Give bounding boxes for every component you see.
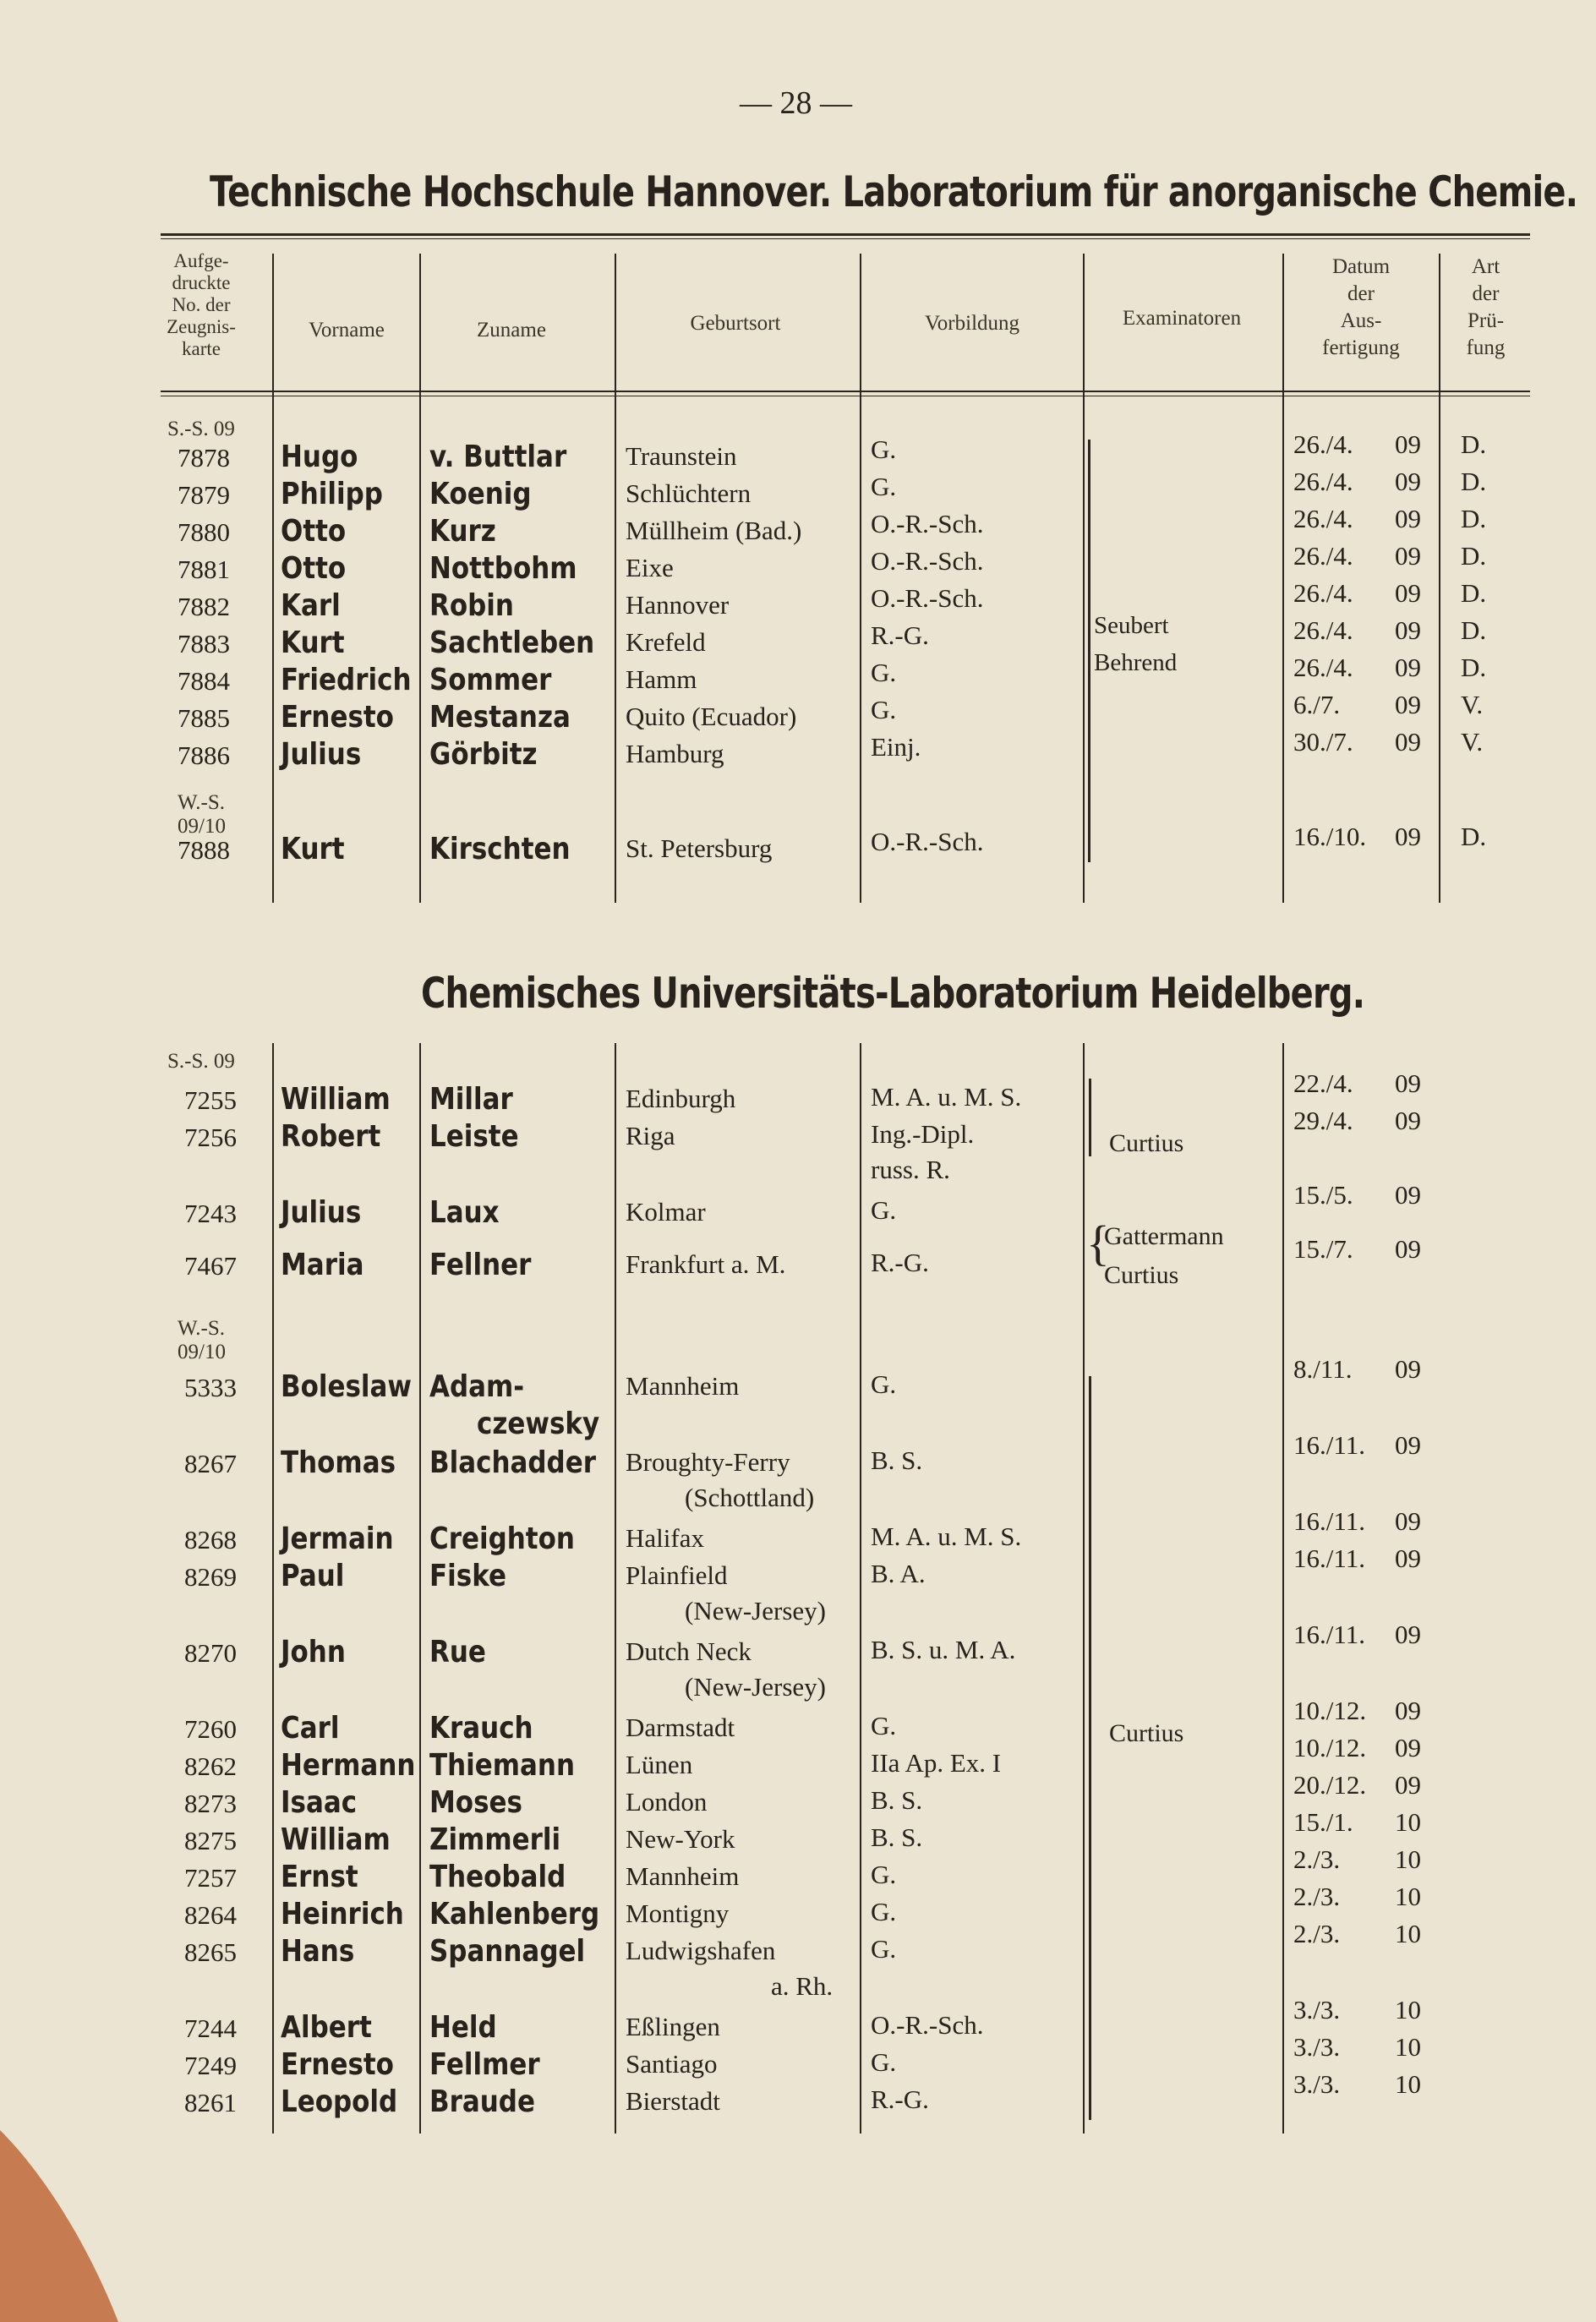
jahr-cell: 09 (1395, 1180, 1421, 1210)
jahr-cell: 09 (1395, 1733, 1421, 1762)
page-number: — 28 — (740, 85, 852, 121)
header-karte: Aufge- druckte No. der Zeugnis- karte (167, 250, 236, 359)
art-cell: D. (1461, 822, 1487, 851)
examiner-name: Curtius (1109, 1719, 1184, 1747)
col-line (860, 254, 861, 903)
zuname-cell: Koenig (429, 477, 532, 511)
zuname-cell: Kirschten (429, 832, 571, 866)
jahr-cell: 09 (1395, 1506, 1421, 1536)
jahr-cell: 10 (1395, 1807, 1421, 1837)
geburtsort-cell-cont: a. Rh. (771, 1971, 834, 2001)
datum-cell: 26./4. (1293, 467, 1353, 496)
col-line (419, 1043, 421, 2134)
karte-number: 7883 (178, 629, 230, 658)
geburtsort-cell: Bierstadt (626, 2086, 720, 2116)
zuname-cell: Nottbohm (429, 551, 577, 586)
art-cell: V. (1461, 727, 1484, 757)
header-examinatoren: Examinatoren (1122, 307, 1242, 330)
geburtsort-cell-cont: (New-Jersey) (685, 1672, 826, 1702)
zuname-cell: Krauch (429, 1711, 533, 1746)
datum-cell: 15./1. (1293, 1807, 1353, 1837)
geburtsort-cell: Eßlingen (626, 2012, 720, 2041)
zuname-cell-cont: czewsky (477, 1407, 600, 1441)
zuname-cell: Blachadder (429, 1445, 596, 1480)
datum-cell: 20./12. (1293, 1770, 1367, 1800)
vorbildung-cell: O.-R.-Sch. (871, 583, 984, 613)
art-cell: D. (1461, 653, 1487, 682)
vorbildung-cell: B. S. (871, 1445, 923, 1475)
col-line (1083, 1043, 1085, 2134)
datum-cell: 2./3. (1293, 1882, 1341, 1911)
jahr-cell: 09 (1395, 1068, 1421, 1098)
datum-cell: 29./4. (1293, 1106, 1353, 1135)
datum-cell: 15./5. (1293, 1180, 1353, 1210)
datum-cell: 16./11. (1293, 1506, 1365, 1536)
col-line (272, 254, 274, 903)
vorname-cell: Heinrich (281, 1897, 404, 1931)
vorbildung-cell: M. A. u. M. S. (871, 1082, 1022, 1112)
col-line (615, 254, 616, 903)
jahr-cell: 09 (1395, 1620, 1421, 1649)
semester-label: S.-S. 09 (167, 1050, 235, 1073)
jahr-cell: 10 (1395, 1844, 1421, 1874)
karte-number: 8264 (184, 1900, 237, 1930)
zuname-cell: Theobald (429, 1860, 566, 1894)
geburtsort-cell-cont: (Schottland) (685, 1483, 815, 1512)
jahr-cell: 10 (1395, 1882, 1421, 1911)
jahr-cell: 10 (1395, 2032, 1421, 2062)
geburtsort-cell: Krefeld (626, 627, 706, 657)
section-title-heidelberg: Chemisches Universitäts-Laboratorium Heidelberg. (421, 969, 1365, 1018)
karte-number: 8273 (184, 1789, 237, 1818)
geburtsort-cell: Lünen (626, 1750, 693, 1779)
datum-cell: 3./3. (1293, 1995, 1341, 2024)
jahr-cell: 09 (1395, 504, 1421, 533)
col-line (615, 1043, 616, 2134)
vorbildung-cell: R.-G. (871, 1248, 929, 1277)
karte-number: 7879 (178, 480, 230, 510)
geburtsort-cell: Eixe (626, 553, 674, 582)
bracket (1089, 1079, 1091, 1156)
bracket (1089, 1376, 1091, 2120)
thumb-shadow (0, 2130, 118, 2322)
karte-number: 7467 (184, 1251, 237, 1281)
karte-number: 5333 (184, 1373, 237, 1402)
col-line (1083, 254, 1085, 903)
vorname-cell: Hermann (281, 1748, 416, 1783)
vorname-cell: Thomas (281, 1445, 396, 1480)
jahr-cell: 09 (1395, 1770, 1421, 1800)
vorbildung-cell: Einj. (871, 732, 921, 762)
vorbildung-cell: B. S. (871, 1785, 923, 1815)
vorname-cell: Robert (281, 1119, 381, 1154)
section-title-hannover: Technische Hochschule Hannover. Laboratorium für anorganische Chemie. (210, 167, 1578, 216)
vorname-cell: Hans (281, 1934, 355, 1969)
vorname-cell: Karl (281, 588, 341, 623)
art-cell: D. (1461, 578, 1487, 608)
examiner-name: Behrend (1094, 649, 1178, 676)
vorbildung-cell: G. (871, 1934, 897, 1964)
geburtsort-cell: Edinburgh (626, 1084, 736, 1113)
karte-number: 7260 (184, 1714, 237, 1744)
zuname-cell: Fiske (429, 1559, 506, 1593)
datum-cell: 30./7. (1293, 727, 1353, 757)
vorbildung-cell: R.-G. (871, 620, 929, 650)
zuname-cell: Sommer (429, 663, 552, 697)
col-line (1439, 254, 1440, 903)
vorname-cell: William (281, 1822, 391, 1857)
datum-cell: 16./11. (1293, 1430, 1365, 1460)
vorbildung-cell: R.-G. (871, 2084, 929, 2114)
datum-cell: 16./10. (1293, 822, 1367, 851)
karte-number: 7888 (178, 835, 230, 865)
jahr-cell: 09 (1395, 727, 1421, 757)
art-cell: D. (1461, 504, 1487, 533)
examiner-name: Curtius (1109, 1129, 1184, 1157)
karte-number: 7884 (178, 666, 230, 696)
geburtsort-cell: Mannheim (626, 1861, 740, 1891)
karte-number: 8267 (184, 1449, 237, 1478)
vorbildung-cell: O.-R.-Sch. (871, 509, 984, 538)
karte-number: 7880 (178, 517, 230, 547)
karte-number: 7243 (184, 1199, 237, 1228)
datum-cell: 15./7. (1293, 1234, 1353, 1264)
jahr-cell: 09 (1395, 541, 1421, 571)
jahr-cell: 09 (1395, 1354, 1421, 1384)
vorname-cell: Maria (281, 1248, 364, 1282)
vorname-cell: Ernst (281, 1860, 358, 1894)
geburtsort-cell: Plainfield (626, 1560, 728, 1590)
datum-cell: 26./4. (1293, 541, 1353, 571)
vorbildung-cell: G. (871, 1195, 897, 1225)
zuname-cell: Sachtleben (429, 626, 595, 660)
karte-number: 8275 (184, 1826, 237, 1855)
vorbildung-cell: O.-R.-Sch. (871, 546, 984, 576)
header-vorname: Vorname (309, 319, 385, 341)
zuname-cell: Adam- (429, 1369, 525, 1404)
zuname-cell: Kahlenberg (429, 1897, 600, 1931)
vorname-cell: Albert (281, 2010, 372, 2045)
examiner-name: Seubert (1094, 612, 1169, 639)
karte-number: 7882 (178, 592, 230, 621)
geburtsort-cell: Traunstein (626, 441, 737, 471)
vorbildung-cell-cont: russ. R. (871, 1155, 950, 1184)
karte-number: 8270 (184, 1638, 237, 1668)
geburtsort-cell: Hannover (626, 590, 730, 620)
vorbildung-cell: M. A. u. M. S. (871, 1522, 1022, 1551)
vorname-cell: Otto (281, 551, 347, 586)
vorbildung-cell: B. S. u. M. A. (871, 1635, 1016, 1664)
geburtsort-cell: Hamm (626, 664, 697, 694)
vorname-cell: Isaac (281, 1785, 358, 1820)
vorbildung-cell: B. S. (871, 1822, 923, 1852)
geburtsort-cell: New-York (626, 1824, 735, 1854)
vorbildung-cell: G. (871, 434, 897, 464)
datum-cell: 26./4. (1293, 578, 1353, 608)
geburtsort-cell: Quito (Ecuador) (626, 702, 797, 731)
datum-cell: 26./4. (1293, 653, 1353, 682)
jahr-cell: 10 (1395, 1995, 1421, 2024)
vorbildung-cell: Ing.-Dipl. (871, 1119, 975, 1149)
geburtsort-cell: Dutch Neck (626, 1636, 752, 1666)
vorbildung-cell: G. (871, 2047, 897, 2077)
zuname-cell: Fellmer (429, 2047, 540, 2082)
karte-number: 8268 (184, 1525, 237, 1554)
vorbildung-cell: G. (871, 695, 897, 724)
vorname-cell: Ernesto (281, 700, 394, 735)
header-zuname: Zuname (477, 319, 546, 341)
karte-number: 8269 (184, 1562, 237, 1592)
semester-label: W.-S. 09/10 (178, 791, 226, 838)
jahr-cell: 09 (1395, 822, 1421, 851)
vorname-cell: Friedrich (281, 663, 412, 697)
header-art: Art der Prü- fung (1466, 255, 1506, 359)
zuname-cell: Laux (429, 1195, 500, 1230)
col-line (419, 254, 421, 903)
karte-number: 7249 (184, 2051, 237, 2080)
vorbildung-cell: B. A. (871, 1559, 926, 1588)
karte-number: 7881 (178, 555, 230, 584)
col-line (272, 1043, 274, 2134)
datum-cell: 6./7. (1293, 690, 1341, 719)
geburtsort-cell: Schlüchtern (626, 478, 752, 508)
zuname-cell: Görbitz (429, 737, 538, 772)
zuname-cell: Mestanza (429, 700, 571, 735)
karte-number: 8265 (184, 1937, 237, 1967)
header-bottom-rule (161, 391, 1530, 392)
zuname-cell: Braude (429, 2084, 535, 2119)
semester-label: S.-S. 09 (167, 418, 235, 440)
col-line (1282, 254, 1284, 903)
col-line (860, 1043, 861, 2134)
vorbildung-cell: G. (871, 658, 897, 687)
vorname-cell: Leopold (281, 2084, 398, 2119)
datum-cell: 26./4. (1293, 429, 1353, 459)
geburtsort-cell: Santiago (626, 2049, 718, 2079)
zuname-cell: v. Buttlar (429, 440, 567, 474)
jahr-cell: 09 (1395, 690, 1421, 719)
vorname-cell: Jermain (281, 1522, 394, 1556)
art-cell: D. (1461, 467, 1487, 496)
art-cell: D. (1461, 541, 1487, 571)
datum-cell: 2./3. (1293, 1844, 1341, 1874)
datum-cell: 26./4. (1293, 615, 1353, 645)
zuname-cell: Kurz (429, 514, 496, 549)
karte-number: 7878 (178, 443, 230, 473)
vorbildung-cell: G. (871, 472, 897, 501)
jahr-cell: 09 (1395, 615, 1421, 645)
jahr-cell: 09 (1395, 1696, 1421, 1725)
header-top-rule (161, 233, 1530, 236)
vorbildung-cell: O.-R.-Sch. (871, 827, 984, 856)
header-top-rule-thin (161, 238, 1530, 239)
geburtsort-cell: Montigny (626, 1899, 730, 1928)
jahr-cell: 09 (1395, 1430, 1421, 1460)
geburtsort-cell: Halifax (626, 1523, 704, 1553)
vorbildung-cell: G. (871, 1897, 897, 1926)
geburtsort-cell: Broughty-Ferry (626, 1447, 790, 1477)
vorname-cell: Hugo (281, 440, 358, 474)
zuname-cell: Thiemann (429, 1748, 576, 1783)
examiner-name: Curtius (1104, 1261, 1179, 1289)
datum-cell: 8./11. (1293, 1354, 1353, 1384)
examiner-name: Gattermann (1104, 1222, 1224, 1250)
jahr-cell: 09 (1395, 1234, 1421, 1264)
vorname-cell: Otto (281, 514, 347, 549)
vorname-cell: Julius (281, 1195, 362, 1230)
vorbildung-cell: G. (871, 1711, 897, 1740)
vorbildung-cell: IIa Ap. Ex. I (871, 1748, 1002, 1778)
art-cell: D. (1461, 615, 1487, 645)
geburtsort-cell: London (626, 1787, 708, 1817)
vorname-cell: Carl (281, 1711, 340, 1746)
vorname-cell: Ernesto (281, 2047, 394, 2082)
vorname-cell: Kurt (281, 626, 345, 660)
karte-number: 7257 (184, 1863, 237, 1893)
karte-number: 8261 (184, 2088, 237, 2117)
datum-cell: 10./12. (1293, 1733, 1367, 1762)
jahr-cell: 09 (1395, 1106, 1421, 1135)
zuname-cell: Leiste (429, 1119, 519, 1154)
datum-cell: 16./11. (1293, 1543, 1365, 1573)
header-vorbildung: Vorbildung (924, 312, 1020, 335)
geburtsort-cell: Müllheim (Bad.) (626, 516, 802, 545)
datum-cell: 3./3. (1293, 2069, 1341, 2099)
geburtsort-cell: Riga (626, 1121, 675, 1150)
geburtsort-cell: Hamburg (626, 739, 724, 768)
art-cell: V. (1461, 690, 1484, 719)
vorbildung-cell: G. (871, 1369, 897, 1399)
karte-number: 7885 (178, 703, 230, 733)
geburtsort-cell: Mannheim (626, 1371, 740, 1401)
karte-number: 7256 (184, 1123, 237, 1152)
brace-glyph: { (1086, 1216, 1110, 1270)
vorbildung-cell: G. (871, 1860, 897, 1889)
jahr-cell: 10 (1395, 1919, 1421, 1948)
jahr-cell: 09 (1395, 429, 1421, 459)
geburtsort-cell: Darmstadt (626, 1713, 735, 1742)
vorname-cell: Kurt (281, 832, 345, 866)
zuname-cell: Zimmerli (429, 1822, 561, 1857)
vorname-cell: Paul (281, 1559, 345, 1593)
bracket (1088, 440, 1090, 862)
datum-cell: 22./4. (1293, 1068, 1353, 1098)
datum-cell: 3./3. (1293, 2032, 1341, 2062)
zuname-cell: Creighton (429, 1522, 575, 1556)
art-cell: D. (1461, 429, 1487, 459)
datum-cell: 2./3. (1293, 1919, 1341, 1948)
zuname-cell: Millar (429, 1082, 513, 1117)
geburtsort-cell: Frankfurt a. M. (626, 1249, 786, 1279)
zuname-cell: Spannagel (429, 1934, 586, 1969)
karte-number: 8262 (184, 1751, 237, 1781)
geburtsort-cell: St. Petersburg (626, 833, 773, 863)
zuname-cell: Held (429, 2010, 497, 2045)
karte-number: 7255 (184, 1085, 237, 1115)
karte-number: 7244 (184, 2013, 237, 2043)
jahr-cell: 09 (1395, 467, 1421, 496)
datum-cell: 10./12. (1293, 1696, 1367, 1725)
vorname-cell: John (281, 1635, 346, 1669)
datum-cell: 26./4. (1293, 504, 1353, 533)
jahr-cell: 09 (1395, 1543, 1421, 1573)
karte-number: 7886 (178, 740, 230, 770)
header-geburtsort: Geburtsort (690, 312, 781, 335)
zuname-cell: Robin (429, 588, 514, 623)
zuname-cell: Fellner (429, 1248, 532, 1282)
vorname-cell: Philipp (281, 477, 383, 511)
header-datum: Datum der Aus- fertigung (1322, 255, 1400, 359)
col-line (1282, 1043, 1284, 2134)
geburtsort-cell-cont: (New-Jersey) (685, 1596, 826, 1625)
geburtsort-cell: Ludwigshafen (626, 1936, 776, 1965)
semester-label: W.-S. 09/10 (178, 1317, 226, 1363)
vorname-cell: William (281, 1082, 391, 1117)
vorname-cell: Boleslaw (281, 1369, 413, 1404)
zuname-cell: Moses (429, 1785, 522, 1820)
jahr-cell: 09 (1395, 578, 1421, 608)
datum-cell: 16./11. (1293, 1620, 1365, 1649)
zuname-cell: Rue (429, 1635, 486, 1669)
jahr-cell: 09 (1395, 653, 1421, 682)
vorbildung-cell: O.-R.-Sch. (871, 2010, 984, 2040)
vorname-cell: Julius (281, 737, 362, 772)
geburtsort-cell: Kolmar (626, 1197, 706, 1227)
jahr-cell: 10 (1395, 2069, 1421, 2099)
